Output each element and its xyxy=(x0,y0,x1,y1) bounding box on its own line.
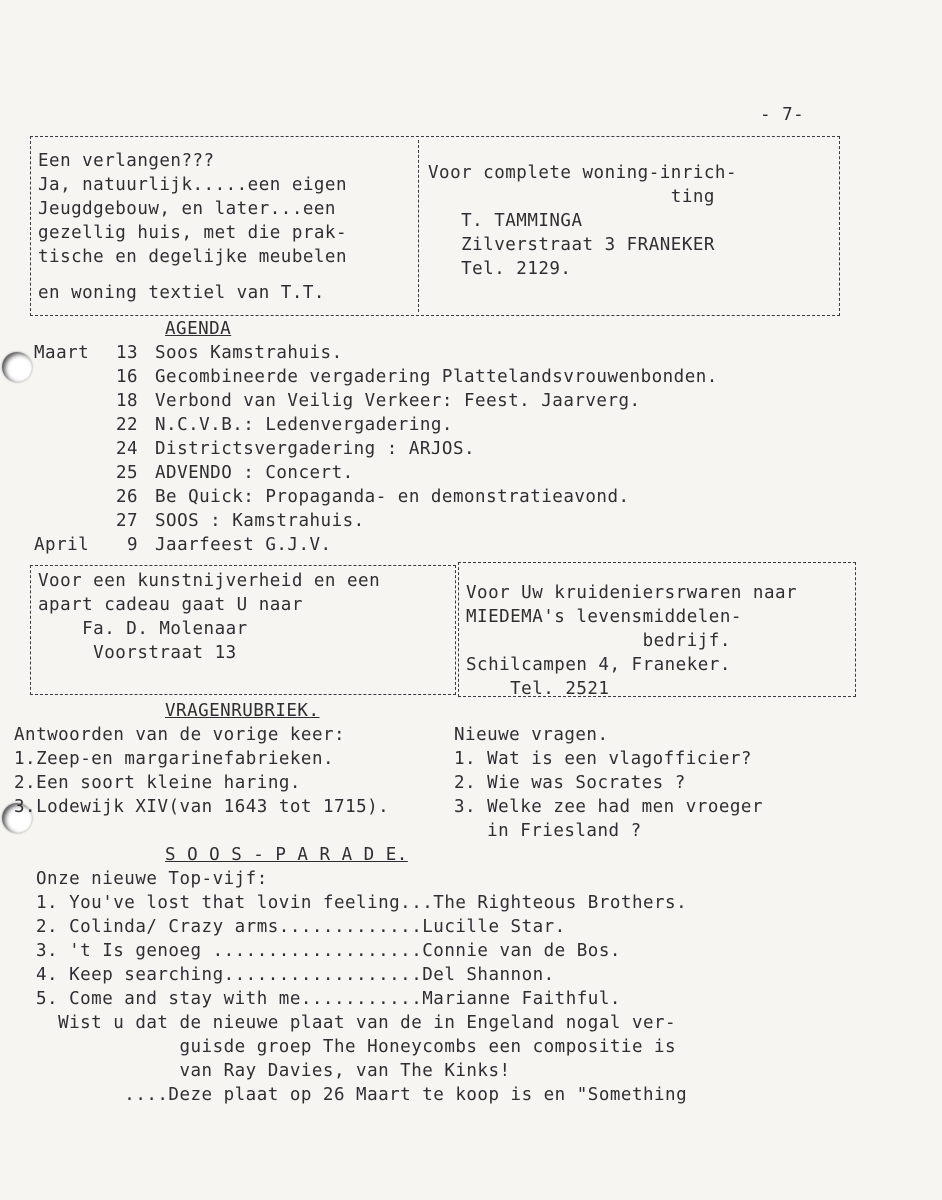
ad-tamminga-left-line: Een verlangen??? xyxy=(38,151,215,171)
agenda-event: Be Quick: Propaganda- en demonstratieavond. xyxy=(155,487,630,507)
ad-tamminga-left-line: gezellig huis, met die prak- xyxy=(38,223,348,243)
ad-molenaar-line: Voorstraat 13 xyxy=(38,643,237,663)
question-item: 2. Wie was Socrates ? xyxy=(454,773,686,793)
paragraph-line: guisde groep The Honeycombs een compositie is xyxy=(36,1037,677,1057)
agenda-event: Jaarfeest G.J.V. xyxy=(155,535,332,555)
ad-tamminga-left-line: en woning textiel van T.T. xyxy=(38,283,325,303)
top-five-item: 1. You've lost that lovin feeling...The Righteous Brothers. xyxy=(36,893,688,913)
ad-miedema-line: Tel. 2521 xyxy=(466,679,610,699)
agenda-day: 16 xyxy=(116,367,139,387)
agenda-day: 22 xyxy=(116,415,139,435)
top-five-item: 2. Colinda/ Crazy arms.............Lucille Star. xyxy=(36,917,566,937)
top-five-item: 3. 't Is genoeg ...................Connie van de Bos. xyxy=(36,941,621,961)
answer-item: 3.Lodewijk XIV(van 1643 tot 1715). xyxy=(14,797,390,817)
question-item: 3. Welke zee had men vroeger xyxy=(454,797,764,817)
question-item: 1. Wat is een vlagofficier? xyxy=(454,749,752,769)
ad-tamminga-left-line: Jeugdgebouw, en later...een xyxy=(38,199,336,219)
agenda-event: SOOS : Kamstrahuis. xyxy=(155,511,365,531)
question-item: in Friesland ? xyxy=(454,821,642,841)
soos-parade-title: S O O S - P A R A D E. xyxy=(165,845,408,865)
ad-tamminga-divider xyxy=(418,140,419,312)
agenda-event: Districtsvergadering : ARJOS. xyxy=(155,439,476,459)
ad-miedema-line: Schilcampen 4, Franeker. xyxy=(466,655,731,675)
paragraph-line: ....Deze plaat op 26 Maart te koop is en "Something xyxy=(36,1085,688,1105)
ad-tamminga-right-line: T. TAMMINGA xyxy=(428,211,583,231)
questions-heading: Nieuwe vragen. xyxy=(454,725,609,745)
agenda-day: 27 xyxy=(116,511,139,531)
agenda-day: 25 xyxy=(116,463,139,483)
ad-tamminga-right-line: Voor complete woning-inrich- xyxy=(428,163,738,183)
agenda-title: AGENDA xyxy=(165,319,232,339)
ad-miedema-line: Voor Uw kruideniersrwaren naar xyxy=(466,583,798,603)
agenda-day: 9 xyxy=(127,535,139,555)
ad-miedema-line: bedrijf. xyxy=(466,631,731,651)
answer-item: 2.Een soort kleine haring. xyxy=(14,773,301,793)
paragraph-line: Wist u dat de nieuwe plaat van de in Engeland nogal ver- xyxy=(36,1013,677,1033)
agenda-event: N.C.V.B.: Ledenvergadering. xyxy=(155,415,453,435)
top-five-item: 5. Come and stay with me...........Marianne Faithful. xyxy=(36,989,621,1009)
punch-hole-top xyxy=(2,352,32,382)
agenda-event: Verbond van Veilig Verkeer: Feest. Jaarverg. xyxy=(155,391,641,411)
ad-tamminga-left-line: tische en degelijke meubelen xyxy=(38,247,348,267)
vragenrubriek-title: VRAGENRUBRIEK. xyxy=(165,701,320,721)
agenda-event: ADVENDO : Concert. xyxy=(155,463,354,483)
agenda-day: 26 xyxy=(116,487,139,507)
ad-tamminga-right-line: ting xyxy=(428,187,715,207)
ad-molenaar-line: Voor een kunstnijverheid en een xyxy=(38,571,381,591)
page-number: - 7- xyxy=(760,105,805,125)
ad-miedema-line: MIEDEMA's levensmiddelen- xyxy=(466,607,742,627)
paragraph-line: van Ray Davies, van The Kinks! xyxy=(36,1061,511,1081)
agenda-day: 13 xyxy=(116,343,139,363)
ad-tamminga-right-line: Tel. 2129. xyxy=(428,259,572,279)
ad-tamminga-left-line: Ja, natuurlijk.....een eigen xyxy=(38,175,348,195)
agenda-day: 24 xyxy=(116,439,139,459)
soos-parade-subtitle: Onze nieuwe Top-vijf: xyxy=(36,869,268,889)
answers-heading: Antwoorden van de vorige keer: xyxy=(14,725,346,745)
agenda-day: 18 xyxy=(116,391,139,411)
answer-item: 1.Zeep-en margarinefabrieken. xyxy=(14,749,335,769)
agenda-month: Maart xyxy=(34,343,90,363)
top-five-item: 4. Keep searching..................Del Shannon. xyxy=(36,965,555,985)
agenda-event: Gecombineerde vergadering Plattelandsvrouwenbonden. xyxy=(155,367,718,387)
ad-molenaar-line: apart cadeau gaat U naar xyxy=(38,595,303,615)
ad-tamminga-right-line: Zilverstraat 3 FRANEKER xyxy=(428,235,715,255)
agenda-event: Soos Kamstrahuis. xyxy=(155,343,343,363)
ad-molenaar-line: Fa. D. Molenaar xyxy=(38,619,248,639)
agenda-month: April xyxy=(34,535,90,555)
